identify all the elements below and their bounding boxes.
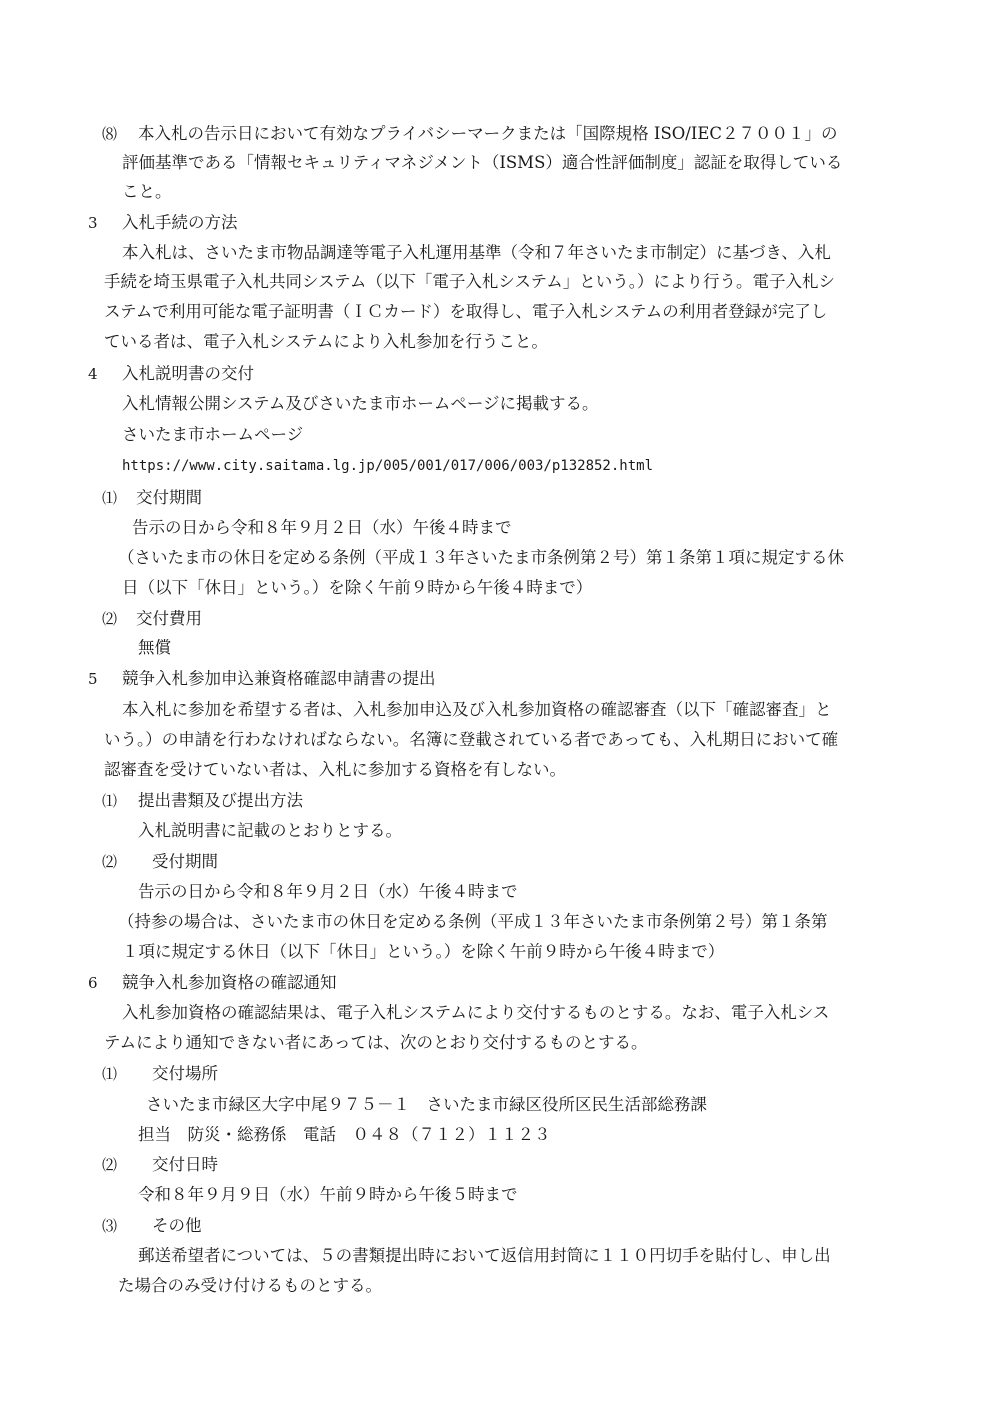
section-3-body-line-2: 手続を埼玉県電子入札共同システム（以下「電子入札システム」という。）により行う。電子入札シ xyxy=(104,272,835,291)
section-5-body-line-3: 認審査を受けていない者は、入札に参加する資格を有しない。 xyxy=(104,760,566,779)
section-6-sub-2-number: ⑵ xyxy=(102,1156,118,1174)
section-6-number: 6 xyxy=(88,974,98,992)
section-6-sub-3-line-1: 郵送希望者については、５の書類提出時において返信用封筒に１１０円切手を貼付し、申し出 xyxy=(138,1246,831,1265)
section-4-body-line-2: さいたま市ホームページ xyxy=(122,425,304,444)
section-6-body-line-2: テムにより通知できない者にあっては、次のとおり交付するものとする。 xyxy=(104,1033,648,1052)
section-5-body-line-1: 本入札に参加を希望する者は、入札参加申込及び入札参加資格の確認審査（以下「確認審査」と xyxy=(122,700,832,719)
section-5-sub-2-heading: 受付期間 xyxy=(152,852,218,871)
section-4-body-line-1: 入札情報公開システム及びさいたま市ホームページに掲載する。 xyxy=(122,394,599,413)
section-4-sub-1-line-3: 日（以下「休日」という。）を除く午前９時から午後４時まで） xyxy=(122,578,593,597)
section-6-body-line-1: 入札参加資格の確認結果は、電子入札システムにより交付するものとする。なお、電子入札シス xyxy=(122,1003,830,1022)
section-5-number: 5 xyxy=(88,670,98,688)
item-8-line-1: 本入札の告示日において有効なプライバシーマークまたは「国際規格 ISO/IEC２７００１」の xyxy=(138,124,838,143)
section-3-body-line-1: 本入札は、さいたま市物品調達等電子入札運用基準（令和７年さいたま市制定）に基づき、入札 xyxy=(122,243,831,262)
section-3-heading: 入札手続の方法 xyxy=(122,213,238,232)
section-3-body-line-4: ている者は、電子入札システムにより入札参加を行うこと。 xyxy=(104,332,548,351)
section-4-sub-1-line-1: 告示の日から令和８年９月２日（水）午後４時まで xyxy=(132,518,512,537)
section-5-sub-2-line-2: （持参の場合は、さいたま市の休日を定める条例（平成１３年さいたま市条例第２号）第１条第 xyxy=(118,912,828,931)
item-8-line-3: こと。 xyxy=(122,182,172,201)
section-6-sub-2-heading: 交付日時 xyxy=(152,1155,218,1174)
homepage-url-link[interactable]: https://www.city.saitama.lg.jp/005/001/017/006/003/p132852.html xyxy=(122,458,654,474)
section-5-sub-2-line-1: 告示の日から令和８年９月２日（水）午後４時まで xyxy=(138,882,518,901)
item-8-line-2: 評価基準である「情報セキュリティマネジメント（ISMS）適合性評価制度」認証を取得している xyxy=(122,153,843,172)
section-4-heading: 入札説明書の交付 xyxy=(122,364,254,383)
section-4-sub-2-line-1: 無償 xyxy=(138,638,171,657)
section-5-heading: 競争入札参加申込兼資格確認申請書の提出 xyxy=(122,669,436,688)
section-5-sub-1-heading: 提出書類及び提出方法 xyxy=(138,791,303,810)
section-6-sub-1-number: ⑴ xyxy=(102,1065,118,1083)
section-4-sub-2-number: ⑵ xyxy=(102,610,118,628)
section-3-body-line-3: ステムで利用可能な電子証明書（ＩＣカード）を取得し、電子入札システムの利用者登録が完了し xyxy=(104,302,828,321)
section-5-sub-2-line-3: １項に規定する休日（以下「休日」という。）を除く午前９時から午後４時まで） xyxy=(122,942,725,961)
section-4-number: 4 xyxy=(88,365,98,383)
section-5-sub-2-number: ⑵ xyxy=(102,853,118,871)
section-6-sub-1-heading: 交付場所 xyxy=(152,1064,218,1083)
item-8-number: ⑻ xyxy=(102,125,118,143)
section-5-sub-1-line-1: 入札説明書に記載のとおりとする。 xyxy=(138,821,402,840)
section-5-sub-1-number: ⑴ xyxy=(102,792,118,810)
section-4-sub-1-number: ⑴ xyxy=(102,489,118,507)
section-6-sub-1-line-1: さいたま市緑区大字中尾９７５－１ さいたま市緑区役所区民生活部総務課 xyxy=(146,1095,707,1114)
section-6-sub-3-line-2: た場合のみ受け付けるものとする。 xyxy=(118,1276,382,1295)
section-6-sub-1-line-2: 担当 防災・総務係 電話 ０４８（７１２）１１２３ xyxy=(138,1125,551,1144)
section-3-number: 3 xyxy=(88,214,98,232)
section-5-body-line-2: いう。）の申請を行わなければならない。名簿に登載されている者であっても、入札期日において確 xyxy=(104,730,839,749)
section-4-sub-2-heading: 交付費用 xyxy=(136,609,202,628)
section-4-sub-1-line-2: （さいたま市の休日を定める条例（平成１３年さいたま市条例第２号）第１条第１項に規定する休 xyxy=(118,548,844,567)
section-6-sub-3-heading: その他 xyxy=(152,1216,202,1235)
section-6-heading: 競争入札参加資格の確認通知 xyxy=(122,973,337,992)
section-4-sub-1-heading: 交付期間 xyxy=(136,488,202,507)
section-6-sub-3-number: ⑶ xyxy=(102,1217,118,1235)
section-6-sub-2-line-1: 令和８年９月９日（水）午前９時から午後５時まで xyxy=(138,1185,518,1204)
